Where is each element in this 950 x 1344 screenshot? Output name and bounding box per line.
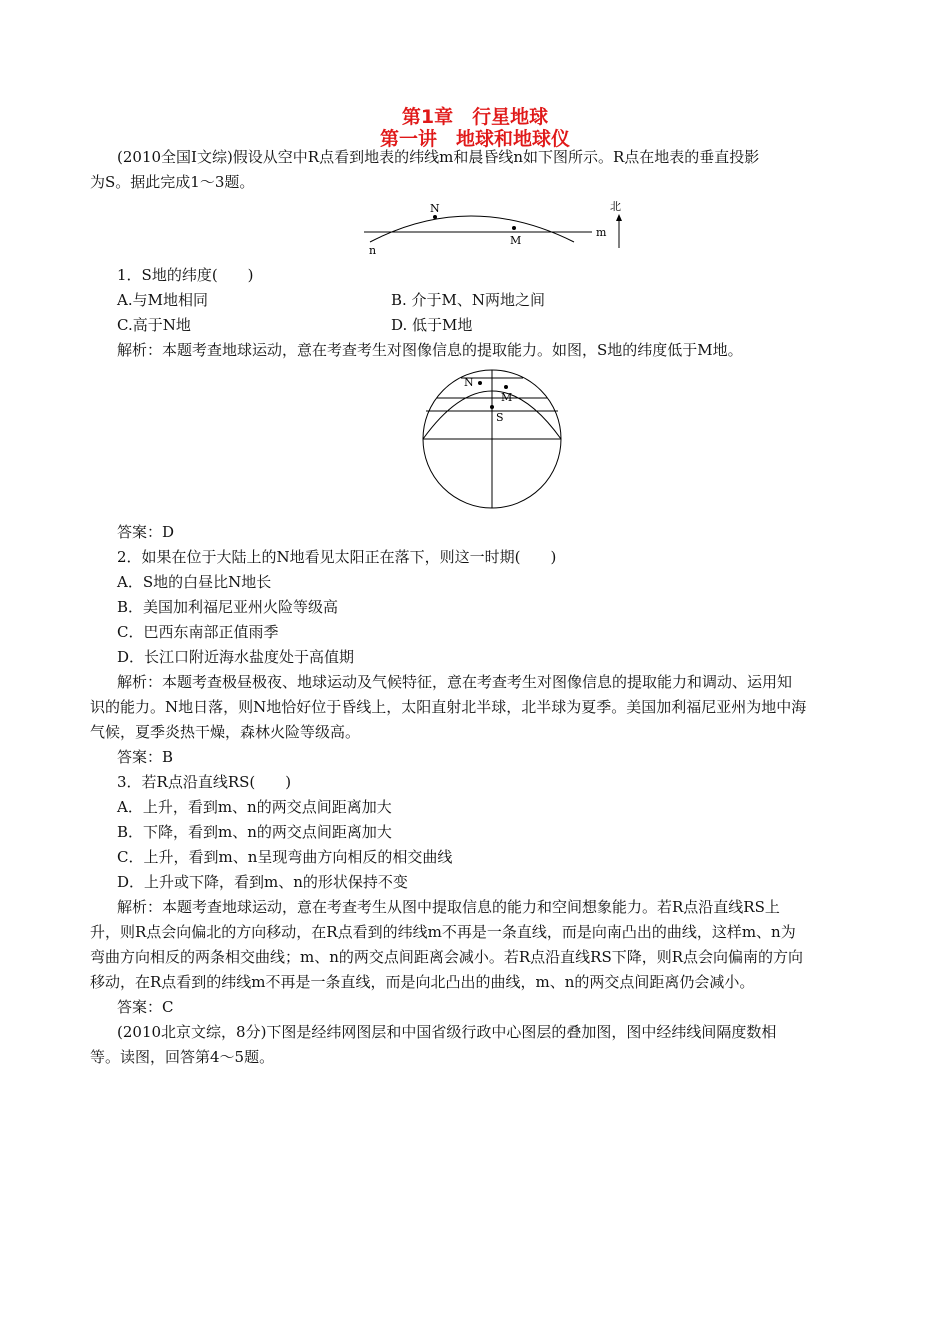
q2-option-b: B．美国加利福尼亚州火险等级高 <box>117 598 339 616</box>
q2-stem: 2．如果在位于大陆上的N地看见太阳正在落下，则这一时期( ) <box>117 548 557 566</box>
q3-option-a: A．上升，看到m、n的两交点间距离加大 <box>117 798 392 816</box>
q3-analysis-line3: 弯曲方向相反的两条相交曲线；m、n的两交点间距离会减小。若R点沿直线RS下降，则R点会向偏南的方向 <box>90 948 804 966</box>
q1-analysis: 解析：本题考查地球运动，意在考查考生对图像信息的提取能力。如图，S地的纬度低于M地。 <box>117 341 743 359</box>
q3-analysis-line1: 解析：本题考查地球运动，意在考查考生从图中提取信息的能力和空间想象能力。若R点沿直线RS上 <box>117 898 780 916</box>
q2-option-a: A．S地的白昼比N地长 <box>117 573 272 591</box>
q3-option-c: C．上升，看到m、n呈现弯曲方向相反的相交曲线 <box>117 848 453 866</box>
q1-stem: 1．S地的纬度( ) <box>117 266 254 284</box>
q1-option-b: B. 介于M、N两地之间 <box>391 291 546 309</box>
label-s: S <box>496 411 504 424</box>
intro2-line1: (2010北京文综，8分)下图是经纬网图层和中国省级行政中心图层的叠加图，图中经纬线间隔度数相 <box>117 1023 777 1041</box>
label-n: N <box>464 376 474 389</box>
label-m: M <box>501 391 513 404</box>
intro1-line1: (2010全国Ⅰ文综)假设从空中R点看到地表的纬线m和晨昏线n如下图所示。R点在地表的垂直投影 <box>117 148 760 166</box>
north-arrow-head-icon <box>616 214 622 221</box>
label-m-line: m <box>596 226 607 239</box>
label-north: 北 <box>610 200 621 213</box>
q1-option-a: A.与M地相同 <box>117 291 208 309</box>
q1-answer: 答案：D <box>117 523 175 541</box>
intro1-line2: 为S。据此完成1～3题。 <box>90 173 255 191</box>
q1-option-c: C.高于N地 <box>117 316 191 334</box>
lecture-title: 第一讲 地球和地球仪 <box>379 128 570 150</box>
q2-option-d: D．长江口附近海水盐度处于高值期 <box>117 648 355 666</box>
q3-option-d: D．上升或下降，看到m、n的形状保持不变 <box>117 873 408 891</box>
intro2-line2: 等。读图，回答第4～5题。 <box>90 1048 275 1066</box>
q3-answer: 答案：C <box>117 998 174 1016</box>
label-n-line: n <box>369 244 377 256</box>
q2-analysis-line2: 识的能力。N地日落，则N地恰好位于昏线上，太阳直射北半球，北半球为夏季。美国加利福尼亚州为地中海 <box>90 698 807 716</box>
q2-answer: 答案：B <box>117 748 174 766</box>
chapter-title: 第1章 行星地球 <box>401 106 549 128</box>
q3-stem: 3．若R点沿直线RS( ) <box>117 773 292 791</box>
q2-analysis-line3: 气候，夏季炎热干燥，森林火险等级高。 <box>90 723 361 741</box>
q1-option-d: D. 低于M地 <box>391 316 473 334</box>
point-n-marker <box>433 215 437 219</box>
q3-option-b: B．下降，看到m、n的两交点间距离加大 <box>117 823 392 841</box>
figure-latitude-terminator <box>360 196 630 256</box>
q2-analysis-line1: 解析：本题考查极昼极夜、地球运动及气候特征，意在考查考生对图像信息的提取能力和调动、运用知 <box>117 673 793 691</box>
q2-option-c: C．巴西东南部正值雨季 <box>117 623 279 641</box>
figure-globe <box>418 366 568 514</box>
q3-analysis-line4: 移动，在R点看到的纬线m不再是一条直线，而是向北凸出的曲线，m、n的两交点间距离仍会减小。 <box>90 973 755 991</box>
label-m-point: M <box>510 234 522 247</box>
point-m-marker <box>504 385 508 389</box>
point-n-marker <box>478 381 482 385</box>
terminator-line-n <box>370 216 574 242</box>
q3-analysis-line2: 升，则R点会向偏北的方向移动，在R点看到的纬线m不再是一条直线，而是向南凸出的曲线，这样m、n为 <box>90 923 796 941</box>
point-s-marker <box>490 405 494 409</box>
point-m-marker <box>512 226 516 230</box>
label-n-point: N <box>430 202 440 215</box>
